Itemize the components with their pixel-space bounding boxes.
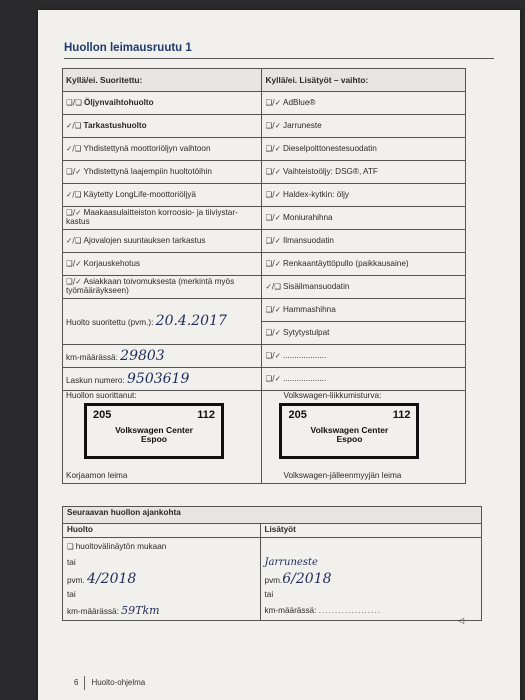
right-item[interactable]: ❑/✓ Moniurahihna bbox=[262, 207, 466, 230]
checkbox-icon: ✓/❑ bbox=[66, 120, 82, 130]
checkbox-icon: ❑/✓ bbox=[265, 212, 281, 222]
left-item[interactable]: ❑/✓ Yhdistettynä laajempiin huoltotöihin bbox=[63, 161, 262, 184]
extra-work-column-header: Lisätyöt bbox=[260, 524, 481, 538]
right-item[interactable]: ❑/✓ Haldex-kytkin: öljy bbox=[262, 184, 466, 207]
checkbox-icon: ✓/❑ bbox=[66, 189, 82, 199]
right-item[interactable]: ✓/❑ Sisäilmansuodatin bbox=[262, 276, 466, 299]
left-column-header: Kyllä/ei. Suoritettu: bbox=[63, 69, 262, 92]
right-item[interactable]: ❑/✓ AdBlue® bbox=[262, 92, 466, 115]
checkbox-icon: ❑/✓ bbox=[265, 97, 281, 107]
dealer-stamp-cell bbox=[262, 391, 466, 484]
next-service-left[interactable]: ❑ huoltovälinäytön mukaan tai pvm. 4/2018 tai km-määrässä: 59Tkm bbox=[63, 538, 261, 621]
extra-work-value: Jarruneste bbox=[264, 557, 318, 568]
checkbox-icon: ❑/✓ bbox=[66, 258, 82, 268]
triangle-icon: ◁ bbox=[458, 616, 465, 625]
dealer-stamp: 205 112 Volkswagen Center Espoo bbox=[279, 403, 419, 459]
checkbox-icon: ❑/✓ bbox=[265, 120, 281, 130]
right-item[interactable]: ❑/✓ Vaihteistoöljy: DSG®, ATF bbox=[262, 161, 466, 184]
page-number: 6 bbox=[74, 678, 79, 688]
left-item[interactable]: ✓/❑ Ajovalojen suuntauksen tarkastus bbox=[63, 230, 262, 253]
extra-date-value: 6/2018 bbox=[282, 571, 332, 587]
checkbox-icon: ❑/✓ bbox=[265, 143, 281, 153]
checkbox-icon: ❑/✓ bbox=[265, 304, 281, 314]
right-item[interactable]: ❑/✓ Dieselpolttonestesuodatin bbox=[262, 138, 466, 161]
left-item[interactable]: ❑/❑ Öljynvaihtohuolto bbox=[63, 92, 262, 115]
checkbox-icon: ✓/❑ bbox=[66, 235, 82, 245]
service-stamp-table bbox=[62, 68, 466, 484]
checkbox-icon: ❑/✓ bbox=[265, 373, 281, 383]
checkbox-icon: ❑/✓ bbox=[265, 235, 281, 245]
km-value: 29803 bbox=[120, 347, 165, 364]
checkbox-icon: ❑/✓ bbox=[265, 166, 281, 176]
dealer-stamp-label: Volkswagen-jälleenmyyjän leima bbox=[283, 471, 402, 481]
km-cell[interactable]: km-määrässä: 29803 bbox=[63, 345, 262, 368]
workshop-stamp-cell bbox=[63, 391, 262, 484]
service-date-cell[interactable]: Huolto suoritettu (pvm.): 20.4.2017 bbox=[63, 299, 262, 345]
checkbox-icon: ✓/❑ bbox=[66, 143, 82, 153]
left-item[interactable]: ❑/✓ Korjauskehotus bbox=[63, 253, 262, 276]
right-item[interactable]: ❑/✓ Renkaantäyttöpullo (paikkausaine) bbox=[262, 253, 466, 276]
invoice-cell[interactable]: Laskun numero: 9503619 bbox=[63, 368, 262, 391]
next-km-value: 59Tkm bbox=[121, 604, 160, 617]
right-item[interactable]: ❑/✓ Ilmansuodatin bbox=[262, 230, 466, 253]
checkbox-icon: ❑/✓ bbox=[265, 350, 281, 360]
page-footer bbox=[74, 676, 145, 690]
checkbox-icon: ❑/✓ bbox=[265, 189, 281, 199]
right-item[interactable]: ❑/✓ Jarruneste bbox=[262, 115, 466, 138]
service-date-value: 20.4.2017 bbox=[155, 313, 227, 330]
left-item[interactable]: ❑/✓ Maakaasulaitteiston korroosio- ja tiiviystar-kastus bbox=[63, 207, 262, 230]
checkbox-icon: ❑/✓ bbox=[66, 166, 82, 176]
right-item[interactable]: ❑/✓ Hammashihna bbox=[262, 299, 466, 322]
right-column-header: Kyllä/ei. Lisätyöt – vaihto: bbox=[262, 69, 466, 92]
next-extra-work-right[interactable]: Jarruneste pvm.6/2018 tai km-määrässä: ................... bbox=[260, 538, 481, 621]
checkbox-icon[interactable]: ❑ bbox=[67, 542, 74, 551]
service-column-header: Huolto bbox=[63, 524, 261, 538]
left-item[interactable]: ✓/❑ Käytetty LongLife-moottoriöljyä bbox=[63, 184, 262, 207]
checkbox-icon: ❑/✓ bbox=[265, 258, 281, 268]
right-item[interactable]: ❑/✓ ................... bbox=[262, 345, 466, 368]
checkbox-icon: ✓/❑ bbox=[265, 281, 281, 291]
left-item[interactable]: ✓/❑ Yhdistettynä moottoriöljyn vaihtoon bbox=[63, 138, 262, 161]
checkbox-icon: ❑/❑ bbox=[66, 97, 82, 107]
section-name: Huolto-ohjelma bbox=[91, 678, 146, 688]
next-date-value: 4/2018 bbox=[87, 571, 137, 587]
vw-mobility-label: Volkswagen-liikkumisturva: bbox=[283, 391, 382, 400]
performed-by-label: Huollon suorittanut: bbox=[66, 391, 137, 400]
right-item[interactable]: ❑/✓ Sytytystulpat bbox=[262, 322, 466, 345]
left-item[interactable]: ✓/❑ Tarkastushuolto bbox=[63, 115, 262, 138]
workshop-stamp: 205 112 Volkswagen Center Espoo bbox=[84, 403, 224, 459]
workshop-stamp-label: Korjaamon leima bbox=[66, 471, 128, 481]
checkbox-icon: ❑/✓ bbox=[265, 327, 281, 337]
page-title: Huollon leimausruutu 1 bbox=[64, 42, 192, 54]
right-item[interactable]: ❑/✓ ................... bbox=[262, 368, 466, 391]
checkbox-icon: ❑/✓ bbox=[66, 277, 82, 287]
next-service-table bbox=[62, 506, 482, 621]
checkbox-icon: ❑/✓ bbox=[66, 208, 82, 218]
invoice-value: 9503619 bbox=[127, 370, 190, 387]
left-item[interactable]: ❑/✓ Asiakkaan toivomuksesta (merkintä myös työmääräykseen) bbox=[63, 276, 262, 299]
next-service-caption: Seuraavan huollon ajankohta bbox=[63, 507, 482, 524]
title-divider bbox=[64, 58, 494, 59]
service-booklet-page bbox=[38, 10, 520, 700]
